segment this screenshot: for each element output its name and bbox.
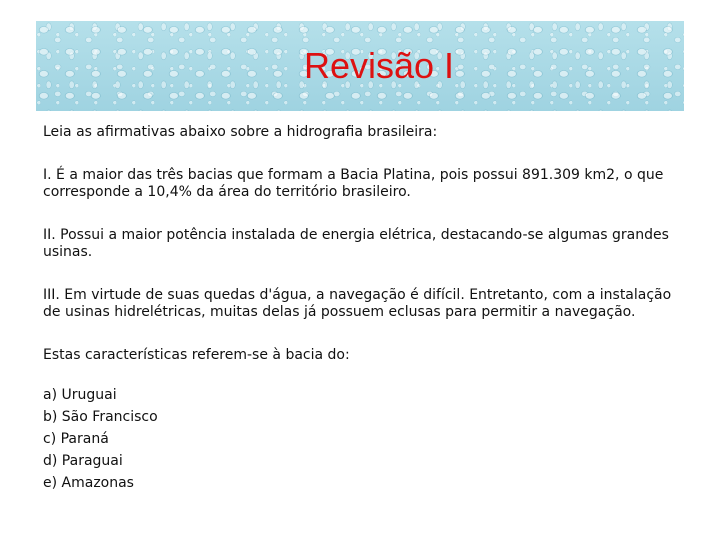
statement-2: II. Possui a maior potência instalada de energia elétrica, destacando-se algumas grandes usinas. bbox=[43, 227, 669, 260]
option-c: c) Paraná bbox=[43, 431, 109, 447]
title-banner bbox=[36, 21, 684, 111]
option-e: e) Amazonas bbox=[43, 475, 134, 491]
answer-options bbox=[43, 384, 673, 494]
slide-content bbox=[43, 124, 673, 494]
option-b: b) São Francisco bbox=[43, 409, 158, 425]
question-text: Estas características referem-se à bacia do: bbox=[43, 347, 350, 363]
statement-3: III. Em virtude de suas quedas d'água, a navegação é difícil. Entretanto, com a instalação de usinas hidrelétricas, muitas delas já possuem eclusas para permitir a navegação. bbox=[43, 287, 672, 320]
intro-text: Leia as afirmativas abaixo sobre a hidrografia brasileira: bbox=[43, 124, 438, 140]
option-a: a) Uruguai bbox=[43, 387, 117, 403]
slide-title: Revisão I bbox=[303, 45, 455, 86]
statement-1: I. É a maior das três bacias que formam a Bacia Platina, pois possui 891.309 km2, o que corresponde a 10,4% da área do território brasileiro. bbox=[43, 167, 664, 200]
option-d: d) Paraguai bbox=[43, 453, 123, 469]
